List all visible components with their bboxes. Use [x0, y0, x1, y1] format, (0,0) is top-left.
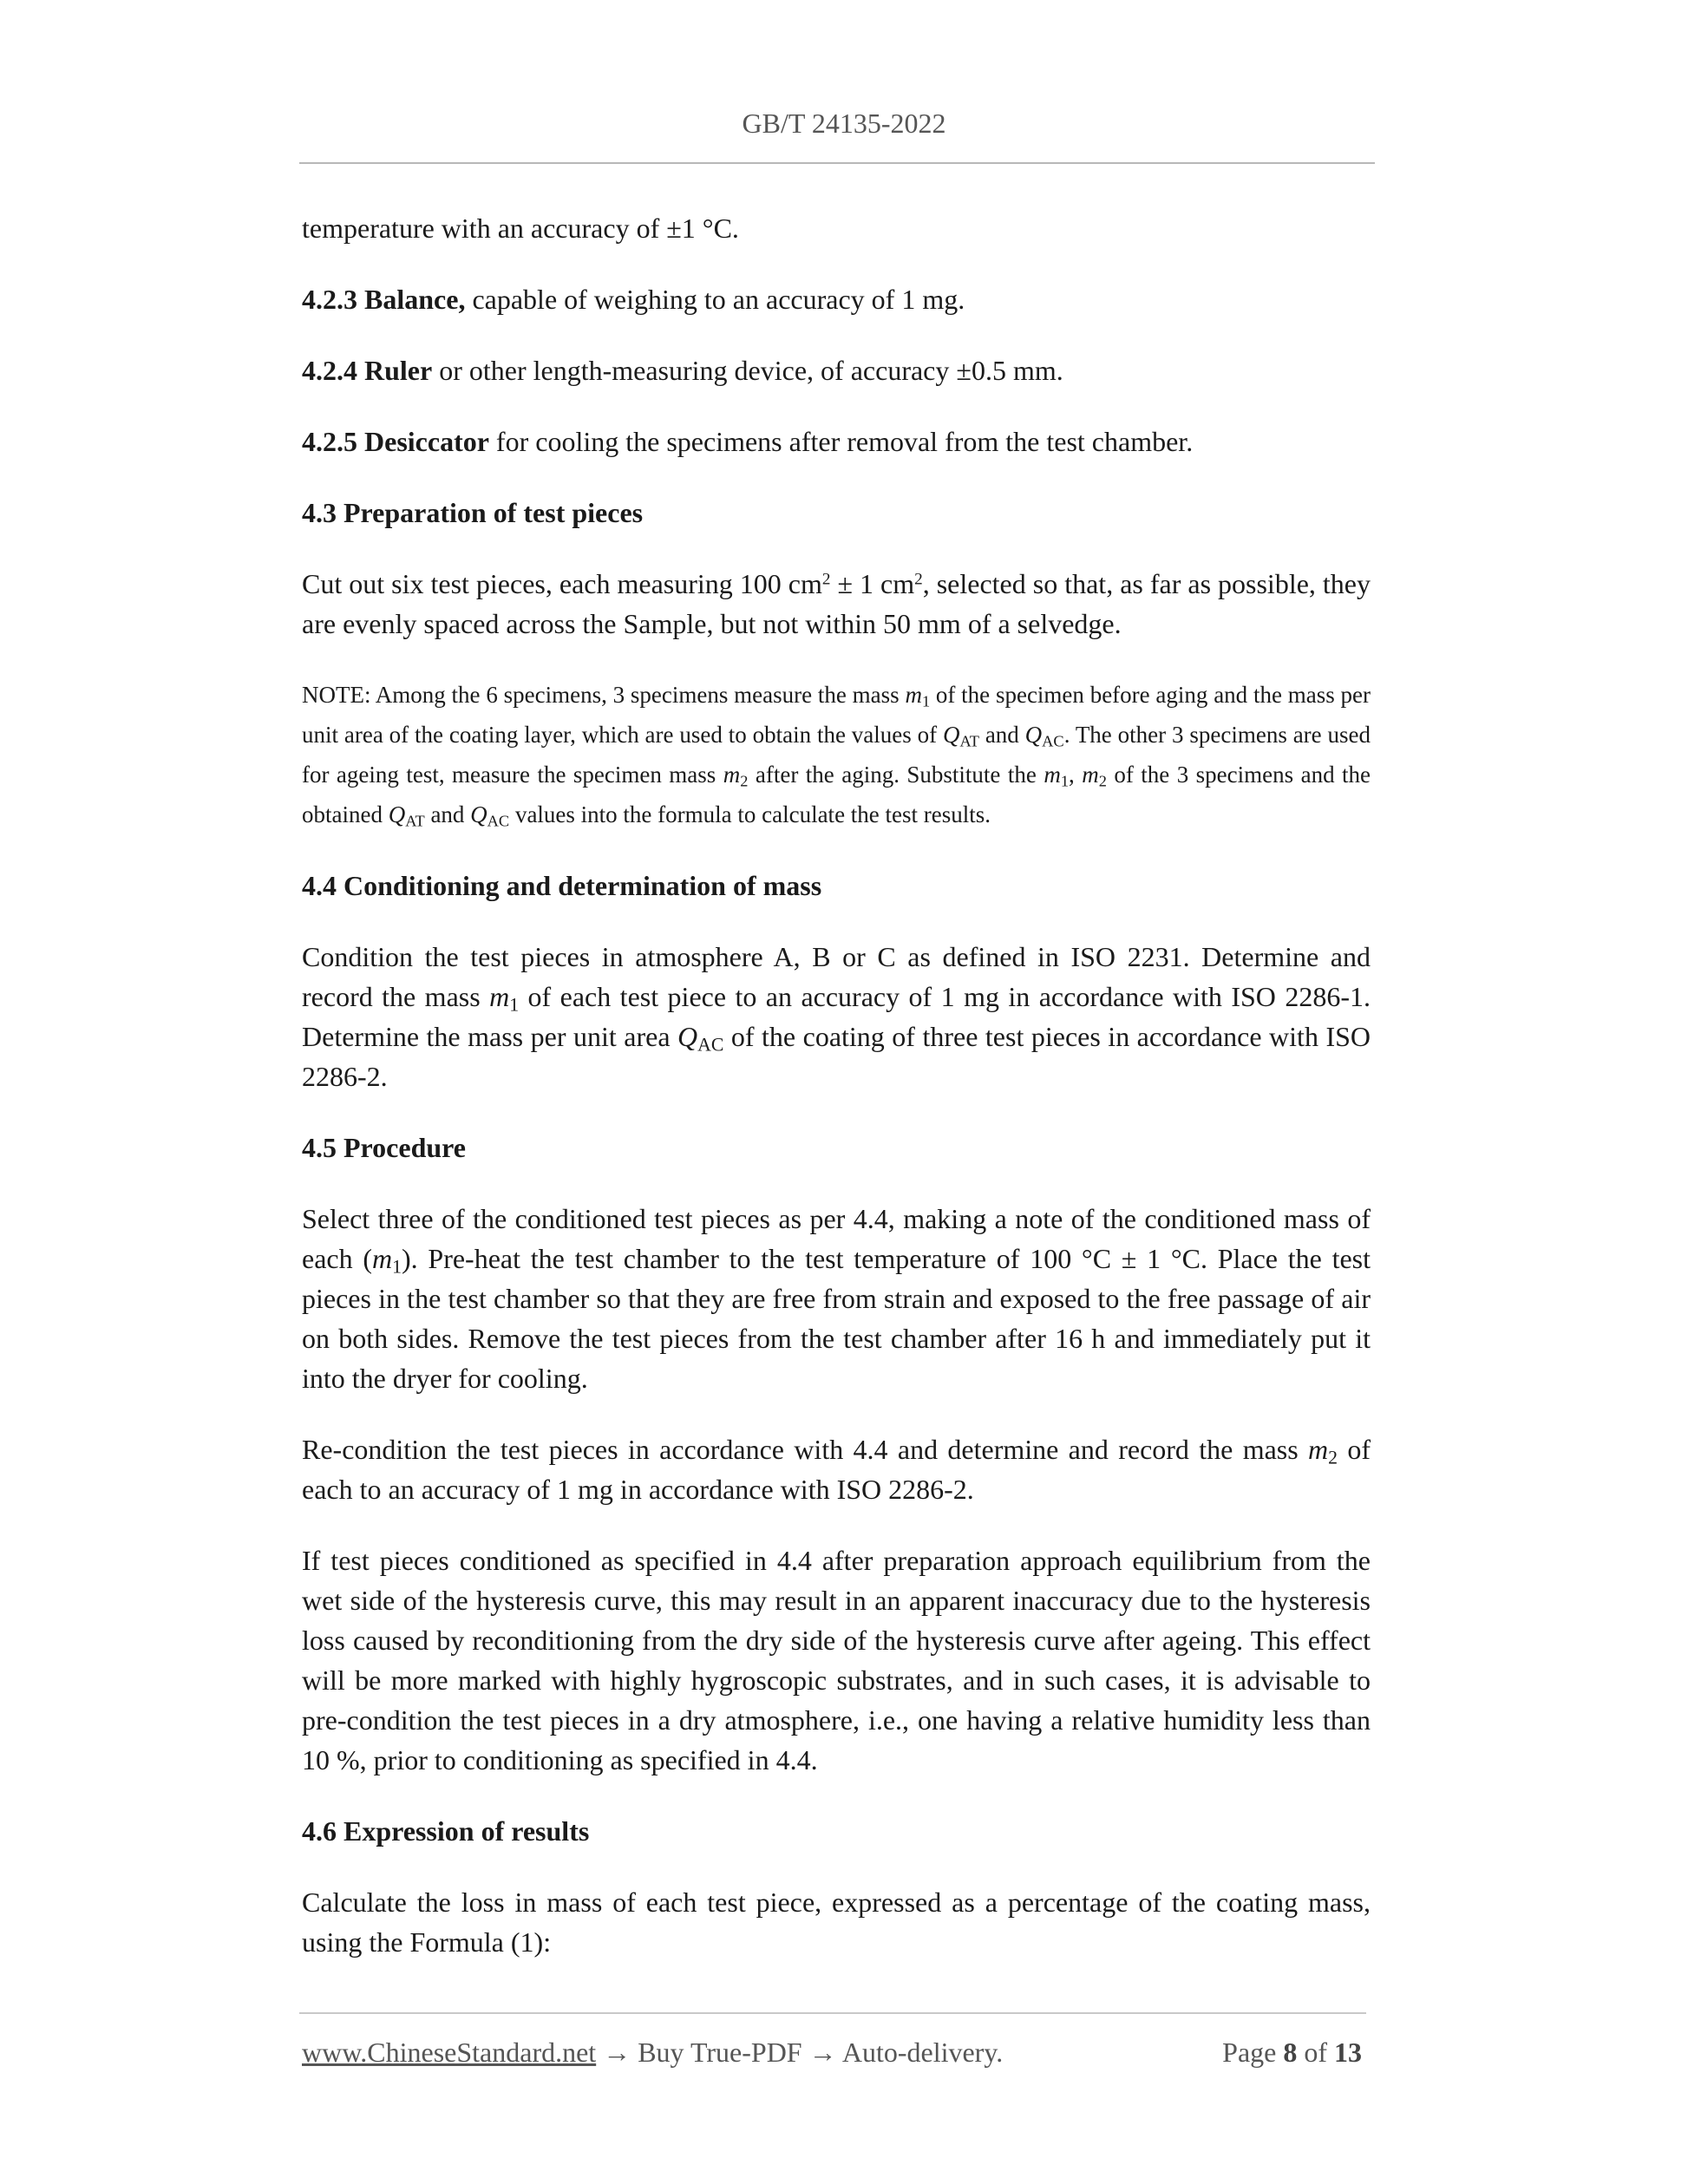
heading-4-6: 4.6 Expression of results [302, 1815, 590, 1847]
continued-paragraph: temperature with an accuracy of ±1 °C. [302, 213, 739, 244]
clause-term: Desiccator [364, 426, 489, 457]
heading-4-5: 4.5 Procedure [302, 1132, 466, 1163]
document-body [302, 208, 1371, 1993]
note-4-3: NOTE: Among the 6 specimens, 3 specimens measure the mass $m_1$ of the specimen before aging and the mass per unit area of the coating layer, which are used to obtain the values of $Q_{AT}$ and $Q_{AC}$. The other 3 specimens are used for ageing test, measure the specimen mass $m_2$ after the aging. Substitute the $m_1$, $m_2$ of the 3 specimens and the obtained $Q_{AT}$ and $Q_{AC}$ values into the formula to calculate the test results. [302, 682, 1371, 830]
arrow-icon: → [801, 2037, 842, 2068]
paragraph-4-3: Cut out six test pieces, each measuring 100 $cm^2 \pm 1$ $cm^2$, selected so that, as far as possible, they are evenly spaced across the Sample, but not within 50 mm of a selvedge. [302, 568, 1371, 639]
clause-number: 4.2.3 [302, 284, 357, 315]
delivery-text: Auto-delivery. [841, 2037, 1004, 2068]
paragraph-4-5-2: Re-condition the test pieces in accordance with 4.4 and determine and record the mass $m_2$ of each to an accuracy of 1 mg in accordance with ISO 2286-2. [302, 1434, 1371, 1505]
header-divider [299, 162, 1375, 164]
paragraph-4-4: Condition the test pieces in atmosphere A, B or C as defined in ISO 2231. Determine and record the mass $m_1$ of each test piece to an accuracy of 1 mg in accordance with ISO 2286-1. Determine the mass per unit area $Q_{AC}$ of the coating of three test pieces in accordance with ISO 2286-2. [302, 941, 1371, 1092]
clause-text: capable of weighing to an accuracy of 1 mg. [465, 284, 965, 315]
page-indicator: Page 8 of 13 [1222, 2037, 1362, 2068]
footer-promo [302, 2037, 1003, 2068]
footer-divider [299, 2012, 1366, 2014]
clause-text: or other length-measuring device, of accuracy ±0.5 mm. [432, 355, 1063, 386]
paragraph-4-5-3: If test pieces conditioned as specified in 4.4 after preparation approach equilibrium from the wet side of the hysteresis curve, this may result in an apparent inaccuracy due to the hysteresis loss caused by reconditioning from the dry side of the hysteresis curve after ageing. This effect will be more marked with highly hygroscopic substrates, and in such cases, it is advisable to pre-condition the test pieces in a dry atmosphere, i.e., one having a relative humidity less than 10 %, prior to conditioning as specified in 4.4. [302, 1545, 1371, 1775]
document-header-id: GB/T 24135-2022 [742, 108, 946, 139]
paragraph-4-5-1: Select three of the conditioned test pieces as per 4.4, making a note of the conditioned mass of each $(m_1)$. Pre-heat the test chamber to the test temperature of 100 °C ± 1 °C. Place the test pieces in the test chamber so that they are free from strain and exposed to the free passage of air on both sides. Remove the test pieces from the test chamber after 16 h and immediately put it into the dryer for cooling. [302, 1203, 1371, 1394]
heading-4-3: 4.3 Preparation of test pieces [302, 497, 644, 528]
clause-term: Balance, [364, 284, 466, 315]
clause-4-2-3 [302, 279, 1371, 319]
website-link[interactable]: www.ChineseStandard.net [302, 2037, 597, 2068]
page-footer [302, 2037, 1362, 2069]
total-pages: 13 [1334, 2037, 1362, 2068]
paragraph-4-6: Calculate the loss in mass of each test piece, expressed as a percentage of the coating mass, using the Formula (1): [302, 1886, 1371, 1958]
clause-text: for cooling the specimens after removal from the test chamber. [488, 426, 1194, 457]
clause-4-2-4 [302, 350, 1371, 390]
clause-term: Ruler [364, 355, 433, 386]
current-page: 8 [1283, 2037, 1298, 2068]
clause-number: 4.2.5 [302, 426, 357, 457]
heading-4-4: 4.4 Conditioning and determination of mass [302, 870, 822, 901]
arrow-icon: → [596, 2037, 638, 2068]
clause-4-2-5 [302, 422, 1371, 461]
buy-text: Buy True-PDF [638, 2037, 802, 2068]
clause-number: 4.2.4 [302, 355, 357, 386]
